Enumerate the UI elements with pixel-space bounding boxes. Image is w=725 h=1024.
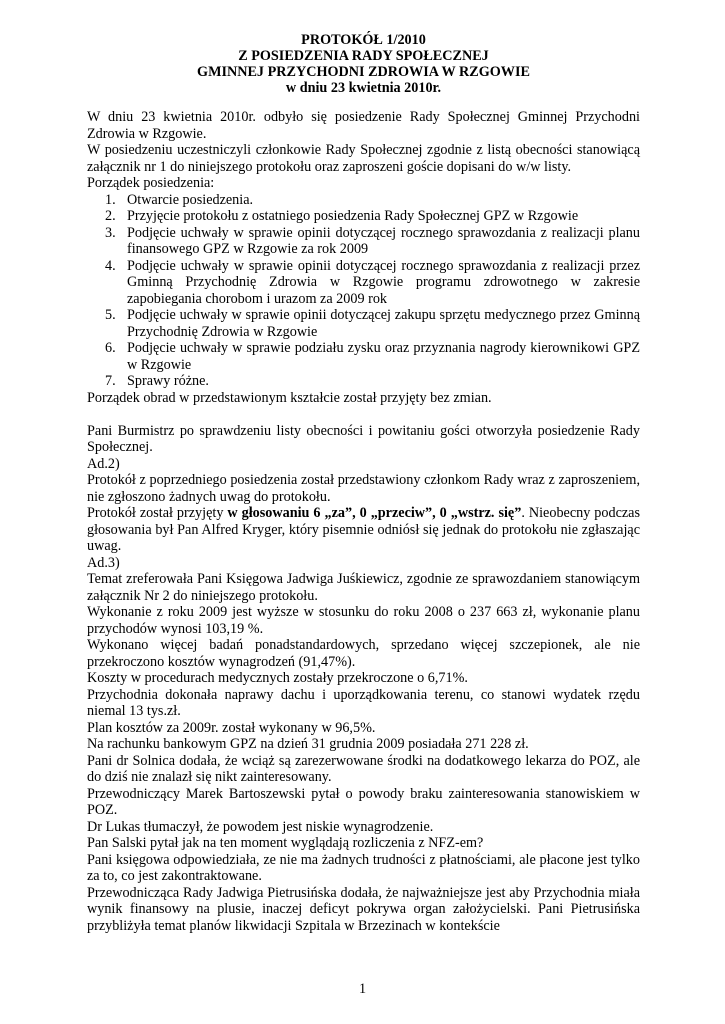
agenda-item: 1. Otwarcie posiedzenia. [105,191,254,208]
agenda-item: 3. Podjęcie uchwały w sprawie opinii dotyczącej rocznego sprawozdania z realizacji planu finansowego GPZ w Rzgowie za rok 2009 [105,224,640,257]
ad3-paragraph: Na rachunku bankowym GPZ na dzień 31 grudnia 2009 posiadała 271 228 zł. [87,736,529,752]
agenda-accepted-text: Porządek obrad w przedstawionym kształcie został przyjęty bez zmian. [87,389,492,406]
agenda-item: 6. Podjęcie uchwały w sprawie podziału zysku oraz przyznania nagrody kierownikowi GPZ w Rzgowie [105,340,640,373]
document-body [87,109,640,934]
ad3-paragraph: Przychodnia dokonała naprawy dachu i uporządkowania terenu, co stanowi wydatek rzędu niemal 13 tys.zł. [87,686,640,719]
agenda-item: 2. Przyjęcie protokołu z ostatniego posiedzenia Rady Społecznej GPZ w Rzgowie [105,208,579,224]
vote-result: w głosowaniu 6 „za”, 0 „przeciw”, 0 „wstrz. się” [227,505,522,521]
ad3-paragraph: Przewodniczący Marek Bartoszewski pytał o powody braku zainteresowania stanowiskiem w POZ. [87,785,640,818]
ad3-paragraph: Koszty w procedurach medycznych zostały przekroczone o 6,71%. [87,670,468,686]
agenda-item: 5. Podjęcie uchwały w sprawie opinii dotyczącej zakupu sprzętu medycznego przez Gminną Przychodnię Zdrowia w Rzgowie [105,307,640,340]
document-title [87,32,640,96]
ad3-paragraph: Pani księgowa odpowiedziała, ze nie ma żadnych trudności z płatnościami, ale płacone jest tylko za to, co jest zakontraktowane. [87,851,640,884]
agenda-heading: Porządek posiedzenia: [87,175,215,191]
intro-paragraph-2: W posiedzeniu uczestniczyli członkowie Rady Społecznej zgodnie z listą obecności stanowiącą załącznik nr 1 do niniejszego protokołu oraz zaproszeni goście dopisani do w/w listy. [87,142,640,175]
ad2-paragraph-2: Protokół został przyjęty w głosowaniu 6 „za”, 0 „przeciw”, 0 „wstrz. się”. Nieobecny podczas głosowania był Pan Alfred Kryger, który pisemnie odniósł się jednak do protokołu nie zgłaszając uwag. [87,505,640,554]
spacer [87,406,640,423]
title-line-4: w dniu 23 kwietnia 2010r. [285,80,442,96]
ad3-paragraph: Temat zreferowała Pani Księgowa Jadwiga Juśkiewicz, zgodnie ze sprawozdaniem stanowiącym załącznik Nr 2 do niniejszego protokołu. [87,571,640,604]
ad3-paragraph: Wykonanie z roku 2009 jest wyższe w stosunku do roku 2008 o 237 663 zł, wykonanie planu przychodów wynosi 103,19 %. [87,604,640,637]
ad3-paragraph: Plan kosztów za 2009r. został wykonany w 96,5%. [87,719,376,736]
title-line-1: PROTOKÓŁ 1/2010 [301,32,426,48]
agenda-item: 4. Podjęcie uchwały w sprawie opinii dotyczącej rocznego sprawozdania z realizacji przez Gminną Przychodnię Zdrowia w Rzgowie programu zdrowotnego w zakresie zapobiegania chorobom i urazom za 2009 rok [105,257,640,307]
ad3-paragraph: Wykonano więcej badań ponadstandardowych, sprzedano więcej szczepionek, ale nie przekroczono kosztów wynagrodzeń (91,47%). [87,637,640,670]
page-number: 1 [358,981,367,997]
ad3-paragraph: Dr Lukas tłumaczył, że powodem jest niskie wynagrodzenie. [87,818,434,835]
intro-paragraph-1: W dniu 23 kwietnia 2010r. odbyło się posiedzenie Rady Społecznej Gminnej Przychodni Zdrowia w Rzgowie. [87,109,640,142]
agenda-item: 7. Sprawy różne. [105,373,209,389]
ad3-paragraph: Przewodnicząca Rady Jadwiga Pietrusińska dodała, że najważniejsze jest aby Przychodnia miała wynik finansowy na plusie, inaczej deficyt pokrywa organ założycielski. Pani Pietrusińska przybliżyła temat planów likwidacji Szpitala w Brzezinach w kontekście [87,884,640,934]
opening-paragraph: Pani Burmistrz po sprawdzeniu listy obecności i powitaniu gości otworzyła posiedzenie Rady Społecznej. [87,422,640,455]
document-page [87,32,640,934]
ad2-paragraph-1: Protokół z poprzedniego posiedzenia został przedstawiony członkom Rady wraz z zaproszeniem, nie zgłoszono żadnych uwag do protokołu. [87,472,640,505]
ad2-heading: Ad.2) [87,455,120,472]
title-line-2: Z POSIEDZENIA RADY SPOŁECZNEJ [238,48,489,64]
title-line-3: GMINNEJ PRZYCHODNI ZDROWIA W RZGOWIE [197,64,530,80]
agenda-list [87,192,640,390]
ad3-paragraph: Pan Salski pytał jak na ten moment wyglądają rozliczenia z NFZ-em? [87,835,484,851]
ad3-heading: Ad.3) [87,554,120,571]
ad3-paragraph: Pani dr Solnica dodała, że wciąż są zarezerwowane środki na dodatkowego lekarza do POZ, ale do dziś nie znalazł się nikt zainteresowany. [87,752,640,785]
